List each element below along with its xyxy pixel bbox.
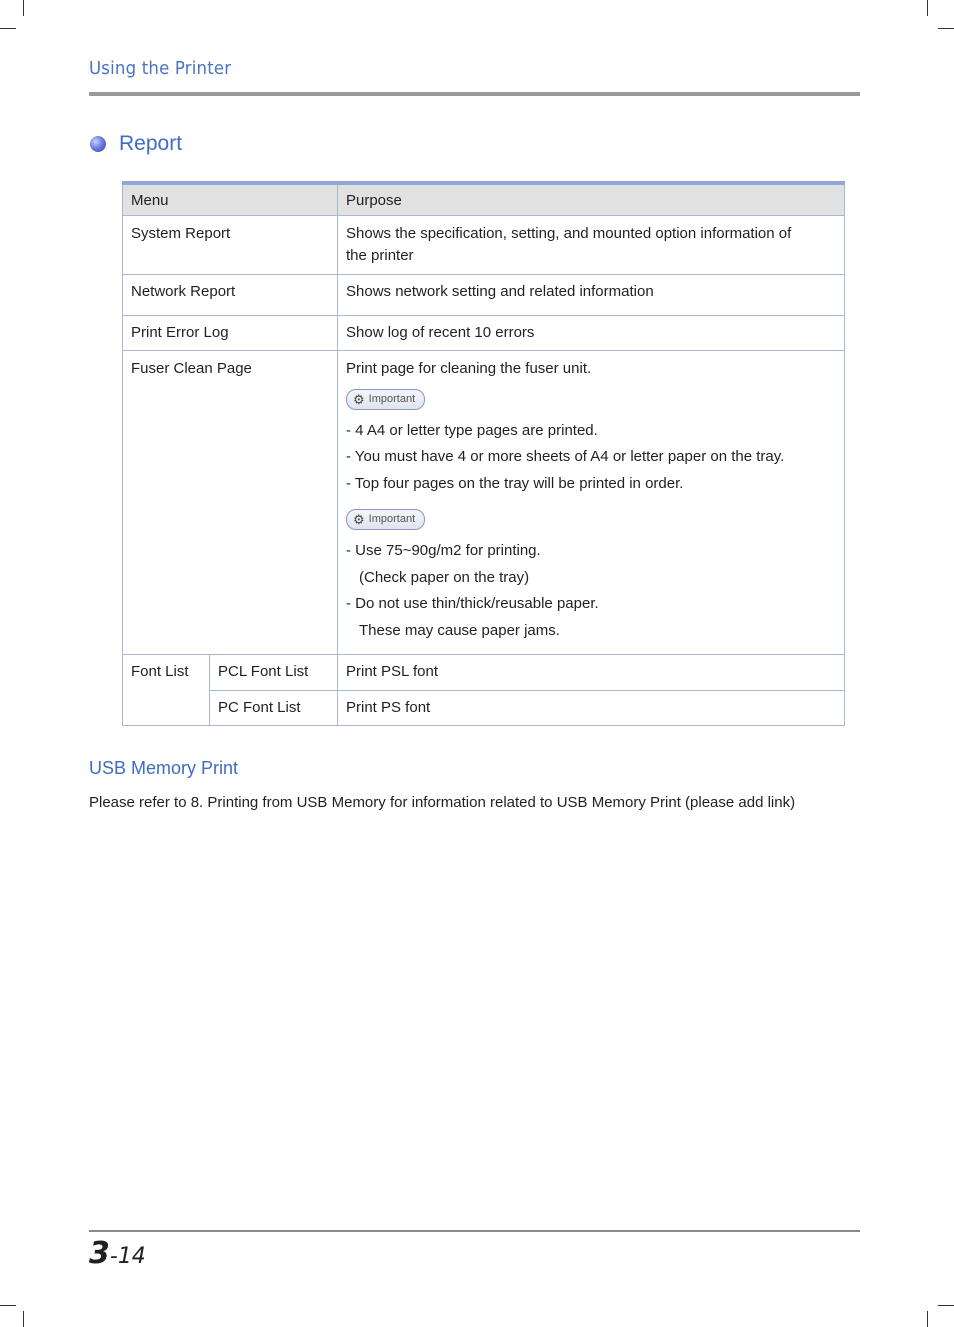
important-label: Important (368, 392, 416, 405)
note-line: These may cause paper jams. (359, 621, 560, 639)
submenu-cell: PC Font List (210, 690, 338, 725)
purpose-text: the printer (346, 246, 414, 264)
page-suffix: -14 (109, 1244, 146, 1269)
purpose-cell: Show log of recent 10 errors (338, 315, 845, 350)
crop-mark (927, 0, 928, 16)
menu-cell: Fuser Clean Page (123, 350, 338, 654)
purpose-cell: Print PS font (338, 690, 845, 725)
table-row (123, 690, 845, 725)
crop-mark (23, 1311, 24, 1327)
column-header-purpose: Purpose (338, 183, 845, 215)
purpose-cell: Shows network setting and related information (338, 274, 845, 315)
note-line: - 4 A4 or letter type pages are printed. (346, 421, 598, 439)
menu-cell: Font List (123, 654, 210, 725)
usb-memory-print-text: Please refer to 8. Printing from USB Memory for information related to USB Memory Print (please add link) (89, 794, 796, 811)
menu-cell: Print Error Log (123, 315, 338, 350)
crop-mark (927, 1311, 928, 1327)
submenu-cell: PCL Font List (210, 654, 338, 690)
note-line: (Check paper on the tray) (359, 568, 530, 586)
important-icon: ⚙ (353, 391, 365, 407)
note-line: - Top four pages on the tray will be printed in order. (346, 474, 684, 492)
crop-mark (0, 1305, 16, 1306)
table-row (123, 315, 845, 350)
table-row (123, 215, 845, 274)
crop-mark (0, 28, 16, 29)
table-header-row (123, 183, 845, 215)
purpose-text: Print page for cleaning the fuser unit. (346, 359, 592, 377)
header-rule (89, 92, 860, 96)
report-table (122, 181, 845, 726)
bullet-icon (90, 136, 106, 152)
column-header-menu: Menu (123, 183, 338, 215)
menu-cell: Network Report (123, 274, 338, 315)
menu-cell: System Report (123, 215, 338, 274)
purpose-cell: Print PSL font (338, 654, 845, 690)
crop-mark (23, 0, 24, 16)
purpose-text: Shows the specification, setting, and mounted option information of (346, 224, 792, 242)
table-row (123, 274, 845, 315)
note-line: - You must have 4 or more sheets of A4 or letter paper on the tray. (346, 448, 785, 465)
table-row (123, 654, 845, 690)
important-label: Important (368, 513, 416, 525)
section-heading (90, 132, 182, 156)
important-icon: ⚙ (353, 512, 365, 527)
note-line: - Do not use thin/thick/reusable paper. (346, 595, 599, 612)
running-header: Using the Printer (89, 58, 232, 79)
important-badge (346, 389, 425, 410)
crop-mark (938, 28, 954, 29)
important-badge (346, 509, 425, 530)
chapter-number: 3 (89, 1236, 110, 1271)
section-title: Report (119, 132, 183, 155)
table-row (123, 350, 845, 654)
usb-memory-print-heading: USB Memory Print (89, 758, 239, 778)
purpose-cell (338, 215, 845, 274)
page-number (89, 1236, 146, 1271)
note-line: - Use 75~90g/m2 for printing. (346, 542, 541, 559)
crop-mark (938, 1305, 954, 1306)
footer-rule (89, 1230, 860, 1232)
purpose-cell (338, 350, 845, 654)
